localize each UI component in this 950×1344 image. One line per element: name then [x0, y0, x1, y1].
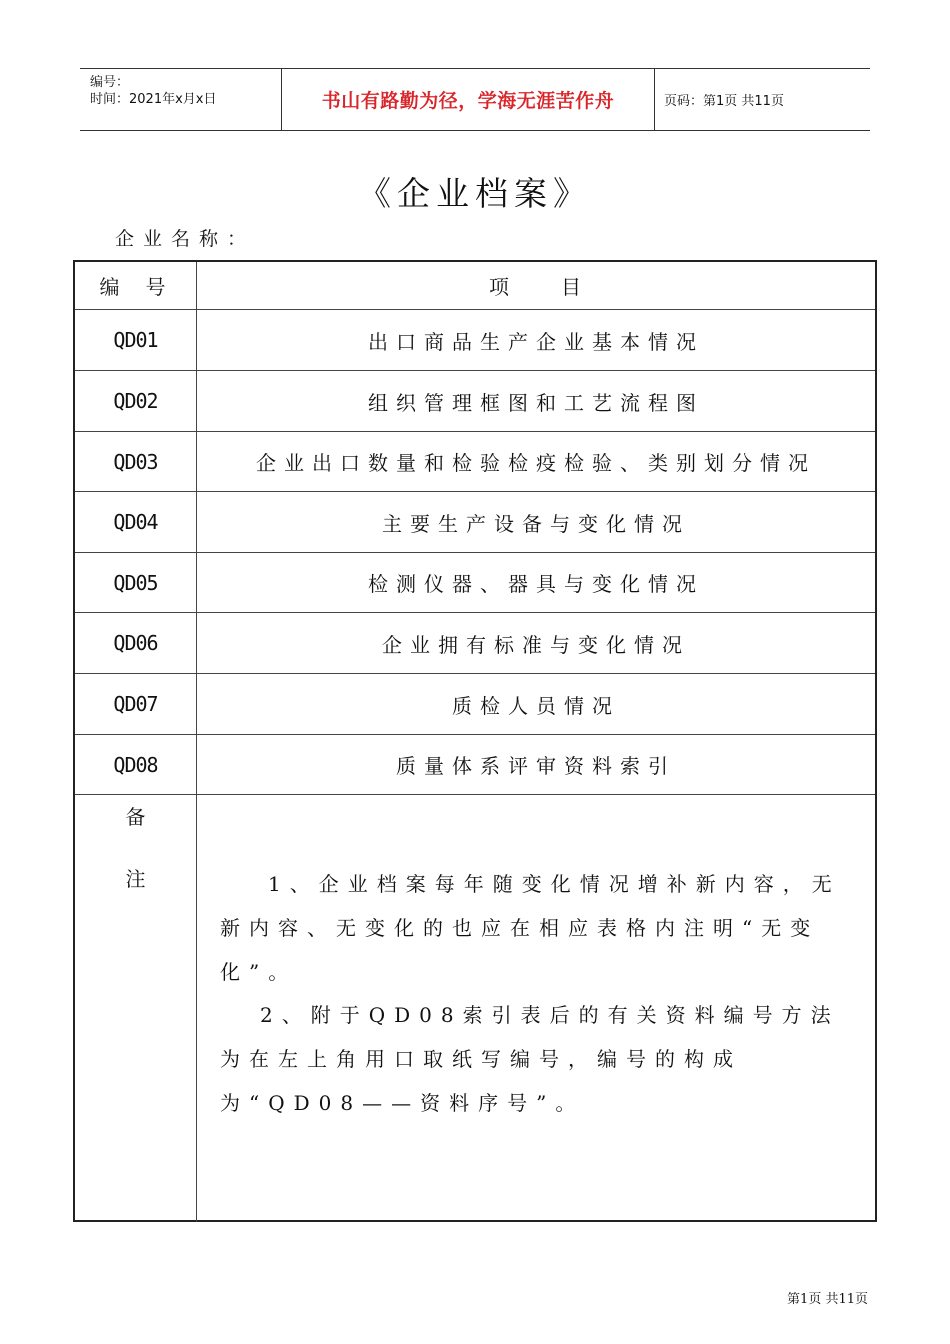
header-page-cell — [654, 69, 880, 130]
header-page-number: 页码：第1页 共11页 — [664, 94, 784, 109]
table-row — [75, 371, 875, 432]
row-item: 质量体系评审资料索引 — [396, 754, 676, 778]
row-code-cell — [75, 553, 197, 612]
column-header-code-text: 编号 — [99, 275, 192, 299]
table-header-row — [75, 262, 875, 310]
column-header-item-text: 项目 — [489, 275, 633, 299]
row-code-cell — [75, 613, 197, 673]
row-code: QD04 — [113, 510, 158, 534]
row-item-cell — [197, 371, 875, 431]
table-row — [75, 674, 875, 735]
row-code: QD06 — [113, 631, 158, 655]
column-header-item — [197, 262, 875, 309]
row-item-cell — [197, 735, 875, 794]
notes-row — [75, 795, 875, 1222]
notes-label-char-2: 注 — [125, 867, 146, 891]
row-item-cell — [197, 613, 875, 673]
row-code-cell — [75, 674, 197, 734]
table-row — [75, 613, 875, 674]
row-item-cell — [197, 674, 875, 734]
row-item-cell — [197, 553, 875, 612]
header-meta — [80, 69, 280, 130]
row-item: 企业出口数量和检验检疫检验、类别划分情况 — [256, 451, 816, 475]
row-code: QD07 — [113, 692, 158, 716]
row-item-cell — [197, 492, 875, 552]
page-header — [80, 68, 870, 131]
row-code-cell — [75, 432, 197, 491]
header-motto: 书山有路勤为径，学海无涯苦作舟 — [321, 90, 615, 112]
page-footer: 第1页 共11页 — [787, 1292, 868, 1307]
row-code: QD02 — [113, 389, 158, 413]
table-row — [75, 735, 875, 795]
header-motto-cell — [281, 69, 655, 130]
note-2-text: 2、附于QD08索引表后的有关资料编号方法为在左上角用口取纸写编号，编号的构成为“QD08——资料序号”。 — [220, 1003, 840, 1115]
row-code: QD05 — [113, 570, 158, 595]
row-item-cell — [197, 310, 875, 370]
row-item: 企业拥有标准与变化情况 — [382, 632, 690, 657]
row-code: QD03 — [113, 449, 158, 474]
notes-label-cell — [75, 795, 197, 1222]
row-code-cell — [75, 492, 197, 552]
table-row — [75, 492, 875, 553]
company-name-label: 企业名称： — [115, 228, 256, 250]
note-paragraph-1 — [220, 862, 865, 994]
row-item: 主要生产设备与变化情况 — [382, 511, 690, 536]
row-code-cell — [75, 735, 197, 794]
row-item: 出口商品生产企业基本情况 — [368, 329, 704, 354]
row-item: 检测仪器、器具与变化情况 — [368, 572, 704, 596]
row-item: 质检人员情况 — [452, 693, 620, 718]
row-code: QD01 — [113, 328, 158, 352]
notes-label-char-1: 备 — [125, 805, 146, 829]
row-code-cell — [75, 310, 197, 370]
page-title: 《企业档案》 — [358, 174, 592, 213]
row-code-cell — [75, 371, 197, 431]
table-row — [75, 553, 875, 613]
doc-date-label: 时间：2021年x月x日 — [90, 92, 217, 107]
archive-table — [73, 260, 877, 1222]
table-row — [75, 310, 875, 371]
row-code: QD08 — [113, 752, 158, 777]
row-item: 组织管理框图和工艺流程图 — [368, 390, 704, 415]
doc-code-label: 编号： — [90, 75, 130, 90]
table-row — [75, 432, 875, 492]
note-paragraph-2 — [220, 993, 865, 1125]
note-1-text: 1、企业档案每年随变化情况增补新内容，无新内容、无变化的也应在相应表格内注明“无变化”。 — [220, 872, 841, 984]
column-header-code — [75, 262, 197, 309]
row-item-cell — [197, 432, 875, 491]
